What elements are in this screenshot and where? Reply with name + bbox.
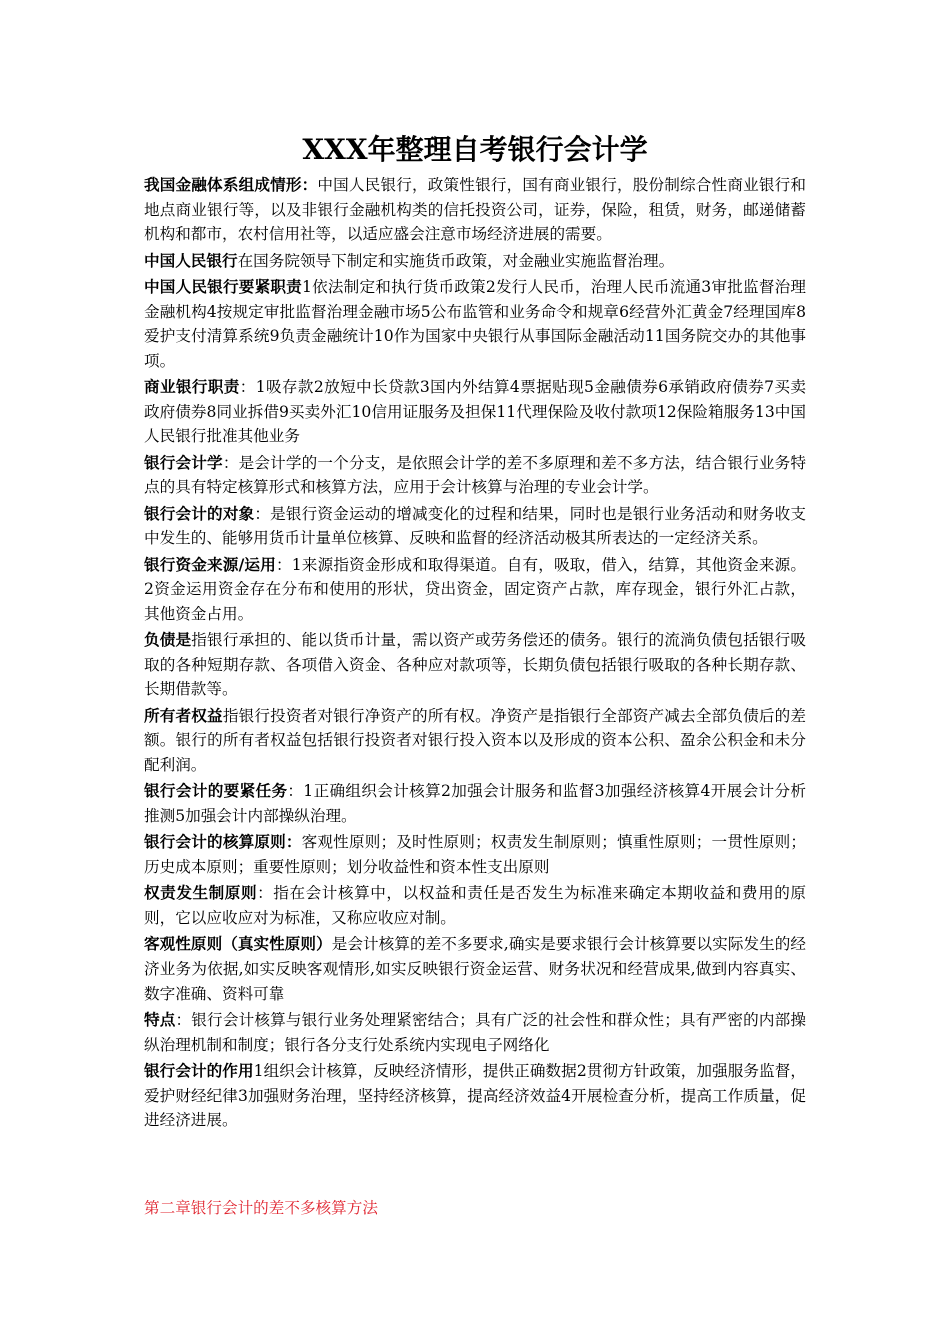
- chapter-heading: 第二章银行会计的差不多核算方法: [144, 1199, 378, 1217]
- paragraph-accounting-object: [144, 502, 806, 551]
- paragraph-text: 中国人民银行，政策性银行，国有商业银行，股份制综合性商业银行和地点商业银行等，以及非银行金融机构类的信托投资公司，证券，保险，租赁，财务，邮递储蓄机构和都市，农村信用社等，以适应盛会注意市场经济进展的需要。: [144, 176, 806, 244]
- paragraph-text: ：1来源指资金形成和取得渠道。自有，吸取，借入，结算，其他资金来源。2资金运用资金存在分布和使用的形状，贷出资金，固定资产占款，库存现金，银行外汇占款，其他资金占用。: [144, 555, 806, 623]
- document-title: XXX年整理自考银行会计学: [302, 133, 648, 166]
- paragraph-owners-equity: [144, 704, 806, 778]
- paragraph-financial-system: [144, 173, 806, 247]
- paragraph-accounting-principles: [144, 830, 806, 879]
- paragraph-text: 1依法制定和执行货币政策2发行人民币，治理人民币流通3审批监督治理金融机构4按规定审批监督治理金融市场5公布监管和业务命令和规章6经营外汇黄金7经理国库8爱护支付清算系统9负责金融统计10作为国家中央银行从事国际金融活动11国务院交办的其他事项。: [144, 277, 806, 370]
- document-body: [144, 173, 806, 1135]
- paragraph-funds-source-use: [144, 553, 806, 627]
- paragraph-term: 银行会计的核算原则：: [144, 832, 302, 852]
- paragraph-text: ：1吸存款2放短中长贷款3国内外结算4票据贴现5金融债券6承销政府债券7买卖政府债券8同业拆借9买卖外汇10信用证服务及担保11代理保险及收付款项12保险箱服务13中国人民银行批准其他业务: [144, 378, 806, 446]
- paragraph-term: 银行资金来源/运用: [144, 554, 276, 574]
- paragraph-text: 在国务院领导下制定和实施货币政策，对金融业实施监督治理。: [237, 251, 675, 270]
- paragraph-pboc-duties: [144, 275, 806, 373]
- paragraph-term: 客观性原则（真实性原则）: [144, 934, 332, 954]
- paragraph-text: ：是银行资金运动的增减变化的过程和结果，同时也是银行业务活动和财务收支中发生的、能够用货币计量单位核算、反映和监督的经济活动极其所表达的一定经济关系。: [144, 504, 806, 548]
- paragraph-text: ：是会计学的一个分支，是依照会计学的差不多原理和差不多方法，结合银行业务特点的具有特定核算形式和核算方法，应用于会计核算与治理的专业会计学。: [144, 453, 806, 497]
- paragraph-liabilities: [144, 628, 806, 702]
- paragraph-term: 特点: [144, 1009, 176, 1029]
- paragraph-accrual-principle: [144, 881, 806, 930]
- paragraph-text: 1组织会计核算，反映经济情形，提供正确数据2贯彻方针政策，加强服务监督，爱护财经纪律3加强财务治理，坚持经济核算，提高经济效益4开展检查分析，提高工作质量，促进经济进展。: [144, 1061, 806, 1130]
- paragraph-term: 权责发生制原则: [144, 883, 258, 903]
- paragraph-objectivity-principle: [144, 932, 806, 1006]
- paragraph-term: 所有者权益: [144, 705, 223, 725]
- paragraph-term: 银行会计的作用: [144, 1060, 254, 1080]
- paragraph-term: 负债是: [144, 630, 192, 650]
- paragraph-term: 银行会计的要紧任务: [144, 781, 288, 801]
- paragraph-term: 中国人民银行要紧职责: [144, 276, 302, 296]
- paragraph-commercial-bank-duties: [144, 375, 806, 449]
- paragraph-role: [144, 1059, 806, 1133]
- paragraph-text: ：指在会计核算中，以权益和责任是否发生为标准来确定本期收益和费用的原则，它以应收应对为标准，又称应收应对制。: [144, 884, 806, 927]
- paragraph-text: 指银行承担的、能以货币计量，需以资产或劳务偿还的债务。银行的流淌负债包括银行吸取的各种短期存款、各项借入资金、各种应对款项等，长期负债包括银行吸取的各种长期存款、长期借款等。: [144, 631, 806, 699]
- paragraph-text: ：银行会计核算与银行业务处理紧密结合；具有广泛的社会性和群众性；具有严密的内部操纵治理机制和制度；银行各分支行处系统内实现电子网络化: [144, 1010, 806, 1054]
- paragraph-term: 中国人民银行: [144, 250, 238, 270]
- paragraph-bank-accounting: [144, 451, 806, 500]
- paragraph-text: ：1正确组织会计核算2加强会计服务和监督3加强经济核算4开展会计分析推测5加强会计内部操纵治理。: [144, 782, 806, 826]
- paragraph-characteristics: [144, 1008, 806, 1057]
- paragraph-text: 客观性原则；及时性原则；权责发生制原则；慎重性原则；一贯性原则；历史成本原则；重要性原则；划分收益性和资本性支出原则: [144, 833, 806, 876]
- paragraph-term: 银行会计的对象: [144, 503, 255, 523]
- paragraph-term: 我国金融体系组成情形：: [144, 175, 318, 194]
- paragraph-term: 银行会计学: [144, 452, 223, 472]
- paragraph-main-tasks: [144, 779, 806, 828]
- paragraph-pboc: [144, 249, 806, 274]
- paragraph-text: 是会计核算的差不多要求,确实是要求银行会计核算要以实际发生的经济业务为依据,如实反映客观情形,如实反映银行资金运营、财务状况和经营成果,做到内容真实、数字准确、资料可靠: [144, 935, 806, 1003]
- paragraph-term: 商业银行职责: [144, 377, 240, 397]
- paragraph-text: 指银行投资者对银行净资产的所有权。净资产是指银行全部资产减去全部负债后的差额。银行的所有者权益包括银行投资者对银行投入资本以及形成的资本公积、盈余公积金和未分配利润。: [144, 706, 806, 775]
